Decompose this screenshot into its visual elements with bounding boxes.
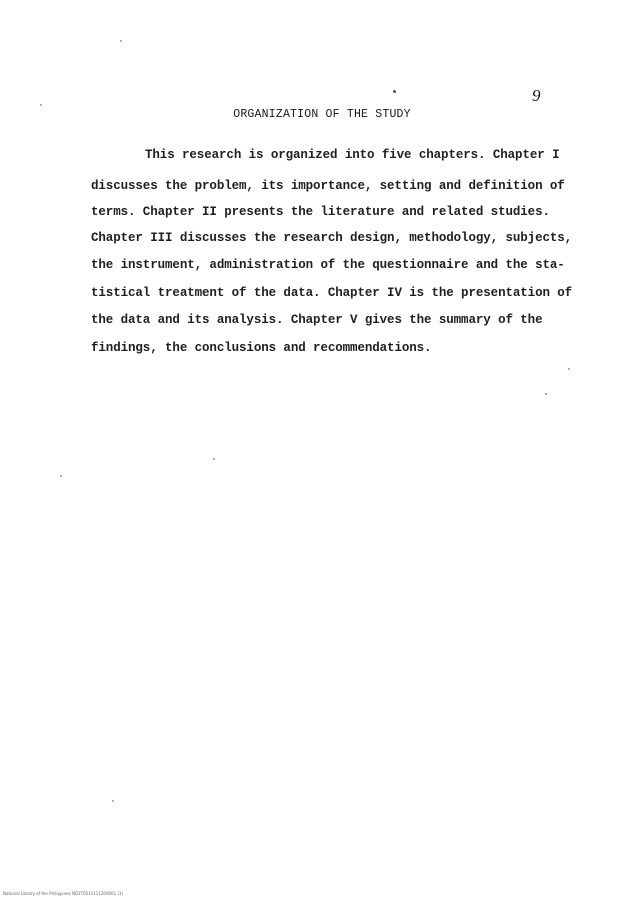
paragraph-line: Chapter III discusses the research design, methodology, subjects, bbox=[91, 231, 573, 245]
paragraph-line: findings, the conclusions and recommendations. bbox=[91, 341, 432, 355]
page-number: 9 bbox=[532, 86, 541, 105]
scan-speck bbox=[568, 368, 570, 370]
scan-speck bbox=[40, 104, 42, 106]
section-title: ORGANIZATION OF THE STUDY bbox=[233, 108, 411, 121]
scan-speck bbox=[545, 393, 547, 395]
paragraph-line: the data and its analysis. Chapter V gives the summary of the bbox=[91, 313, 543, 327]
paragraph-line: tistical treatment of the data. Chapter IV is the presentation of bbox=[91, 286, 573, 300]
scan-speck bbox=[112, 800, 114, 802]
paragraph-line: the instrument, administration of the questionnaire and the sta- bbox=[91, 258, 565, 272]
scan-speck bbox=[60, 475, 62, 477]
scan-speck bbox=[213, 458, 215, 460]
scan-speck bbox=[120, 40, 122, 42]
paragraph-line: discusses the problem, its importance, setting and definition of bbox=[91, 179, 565, 193]
scan-speck bbox=[393, 90, 396, 93]
paragraph-line: This research is organized into five chapters. Chapter I bbox=[145, 148, 560, 162]
paragraph-line: terms. Chapter II presents the literature and related studies. bbox=[91, 205, 550, 219]
library-footer: National Library of the Philippines ND2T0511111200001 (1) bbox=[3, 891, 124, 896]
